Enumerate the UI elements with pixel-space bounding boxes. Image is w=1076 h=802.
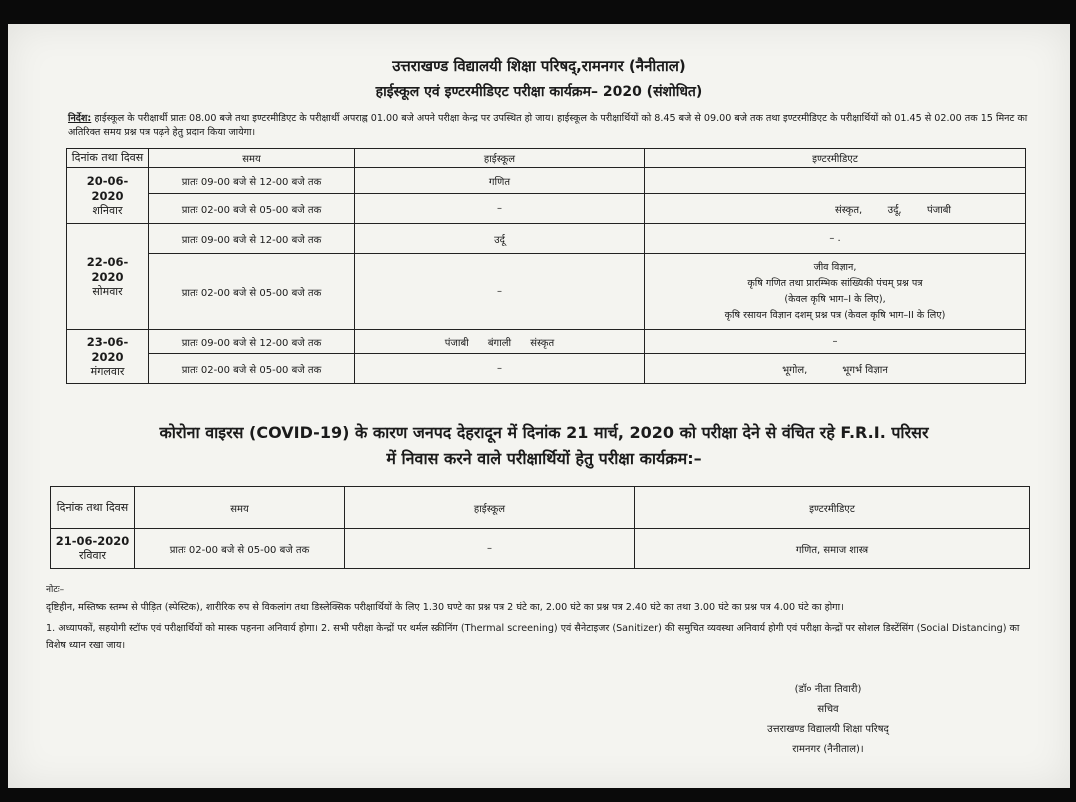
notes-block — [46, 582, 1040, 654]
date: 20-06-2020 — [86, 173, 129, 203]
date: 21-06-2020 — [55, 534, 130, 548]
header-date: दिनांक तथा दिवस — [51, 487, 135, 529]
table-header-row — [51, 487, 1030, 529]
time-cell: प्रातः 02-00 बजे से 05-00 बजे तक — [149, 254, 355, 330]
date: 22-06-2020 — [86, 254, 129, 284]
intermediate-cell: – — [645, 330, 1026, 354]
table-row — [67, 224, 1026, 254]
highschool-cell: – — [355, 194, 645, 224]
table-row — [67, 330, 1026, 354]
instruction-label: निर्देश: — [68, 113, 92, 124]
covid-notice-line: में निवास करने वाले परीक्षार्थियों हेतु परीक्षा कार्यक्रम:– — [386, 449, 702, 468]
intermediate-cell: गणित, समाज शास्त्र — [635, 529, 1030, 569]
subject-line: जीव विज्ञान, — [813, 261, 857, 273]
time-cell: प्रातः 09-00 बजे से 12-00 बजे तक — [149, 224, 355, 254]
exam-schedule-table — [66, 148, 1026, 384]
header-highschool: हाईस्कूल — [345, 487, 635, 529]
intermediate-cell — [645, 254, 1026, 330]
highschool-cell: – — [355, 354, 645, 384]
header-intermediate: इण्टरमीडिएट — [645, 149, 1026, 168]
date-cell — [67, 330, 149, 384]
intermediate-cell — [645, 168, 1026, 194]
table-header-row — [67, 149, 1026, 168]
subject-line: (केवल कृषि भाग–I के लिए), — [784, 293, 886, 305]
board-name: उत्तराखण्ड विद्यालयी शिक्षा परिषद्,रामनगर (नैनीताल) — [392, 57, 686, 75]
table-row — [67, 354, 1026, 384]
signatory-name: (डॉ० नीता तिवारी) — [794, 684, 862, 695]
instruction-block — [68, 112, 1040, 140]
page-title: हाईस्कूल एवं इण्टरमीडिएट परीक्षा कार्यक्रम– 2020 (संशोधित) — [375, 84, 703, 100]
signatory-place: रामनगर (नैनीताल)। — [792, 744, 864, 755]
day: रविवार — [79, 549, 106, 562]
date-cell — [51, 529, 135, 569]
instruction-text: हाईस्कूल के परीक्षार्थी प्रातः 08.00 बजे तथा इण्टरमीडिएट के परीक्षार्थी अपराह्न 01.00 बजे अपने परीक्षा केन्द्र पर उपस्थित हो जाय। हाईस्कूल के परीक्षार्थियों को 8.45 बजे से 09.00 बजे तक तथा इण्टरमीडिएट के परीक्षार्थियों को 01.45 से 02.00 तक 15 मिनट का अतिरिक्त समय प्रश्न पत्र पढ़ने हेतु प्रदान किया जायेगा। — [68, 113, 1028, 138]
header-highschool: हाईस्कूल — [355, 149, 645, 168]
subject-line: कृषि गणित तथा प्रारम्भिक सांख्यिकी पंचम् प्रश्न पत्र — [747, 277, 923, 289]
header-intermediate: इण्टरमीडिएट — [635, 487, 1030, 529]
document-page — [8, 24, 1070, 788]
date: 23-06-2020 — [86, 334, 129, 364]
time-cell: प्रातः 09-00 बजे से 12-00 बजे तक — [149, 168, 355, 194]
table-row — [67, 254, 1026, 330]
header-time: समय — [135, 487, 345, 529]
header-date: दिनांक तथा दिवस — [67, 149, 149, 168]
table-row — [67, 168, 1026, 194]
intermediate-cell: संस्कृत, उर्दू, पंजाबी — [645, 194, 1026, 224]
highschool-cell: – — [345, 529, 635, 569]
fri-exam-table — [50, 486, 1030, 569]
notes-line: 1. अध्यापकों, सहयोगी स्टॉफ एवं परीक्षार्थियों को मास्क पहनना अनिवार्य होगा। 2. सभी परीक्षा केन्द्रों पर थर्मल स्क्रीनिंग (Thermal screening) एवं सैनेटाइजर (Sanitizer) की समुचित व्यवस्था अनिवार्य होगी एवं परीक्षा केन्द्रों पर सोशल डिस्टेंसिंग (Social Distancing) का विशेष ध्यान रखा जाय। — [46, 623, 1020, 651]
date-cell — [67, 224, 149, 330]
signature-block — [708, 680, 948, 760]
subject-line: कृषि रसायन विज्ञान दशम् प्रश्न पत्र (केवल कृषि भाग–II के लिए) — [724, 309, 946, 321]
highschool-cell: – — [355, 254, 645, 330]
signatory-org: उत्तराखण्ड विद्यालयी शिक्षा परिषद् — [767, 724, 889, 735]
date-cell — [67, 168, 149, 224]
signatory-designation: सचिव — [817, 704, 839, 715]
time-cell: प्रातः 02-00 बजे से 05-00 बजे तक — [135, 529, 345, 569]
intermediate-cell: भूगोल, भूगर्भ विज्ञान — [645, 354, 1026, 384]
highschool-cell: गणित — [355, 168, 645, 194]
intermediate-cell: – . — [645, 224, 1026, 254]
day: सोमवार — [92, 284, 123, 298]
notes-line: दृष्टिहीन, मस्तिष्क स्तम्भ से पीड़ित (स्पेस्टिक), शारीरिक रुप से विकलांग तथा डिस्लेक्सिक परीक्षार्थियों के लिए 1.30 घण्टे का प्रश्न पत्र 2 घंटे का, 2.00 घंटे का प्रश्न पत्र 2.40 घंटे का तथा 3.00 घंटे का प्रश्न पत्र 4.00 घंटे का होगा। — [46, 602, 844, 613]
highschool-cell: उर्दू — [355, 224, 645, 254]
header-time: समय — [149, 149, 355, 168]
time-cell: प्रातः 09-00 बजे से 12-00 बजे तक — [149, 330, 355, 354]
time-cell: प्रातः 02-00 बजे से 05-00 बजे तक — [149, 194, 355, 224]
time-cell: प्रातः 02-00 बजे से 05-00 बजे तक — [149, 354, 355, 384]
covid-notice — [48, 420, 1040, 472]
day: शनिवार — [92, 203, 123, 217]
highschool-cell: पंजाबी बंगाली संस्कृत — [355, 330, 645, 354]
table-row — [67, 194, 1026, 224]
notes-heading: नोटः– — [46, 585, 65, 595]
covid-notice-line: कोरोना वाइरस (COVID-19) के कारण जनपद देहरादून में दिनांक 21 मार्च, 2020 को परीक्षा देने से वंचित रहे F.R.I. परिसर — [159, 423, 929, 442]
day: मंगलवार — [90, 364, 125, 378]
table-row — [51, 529, 1030, 569]
